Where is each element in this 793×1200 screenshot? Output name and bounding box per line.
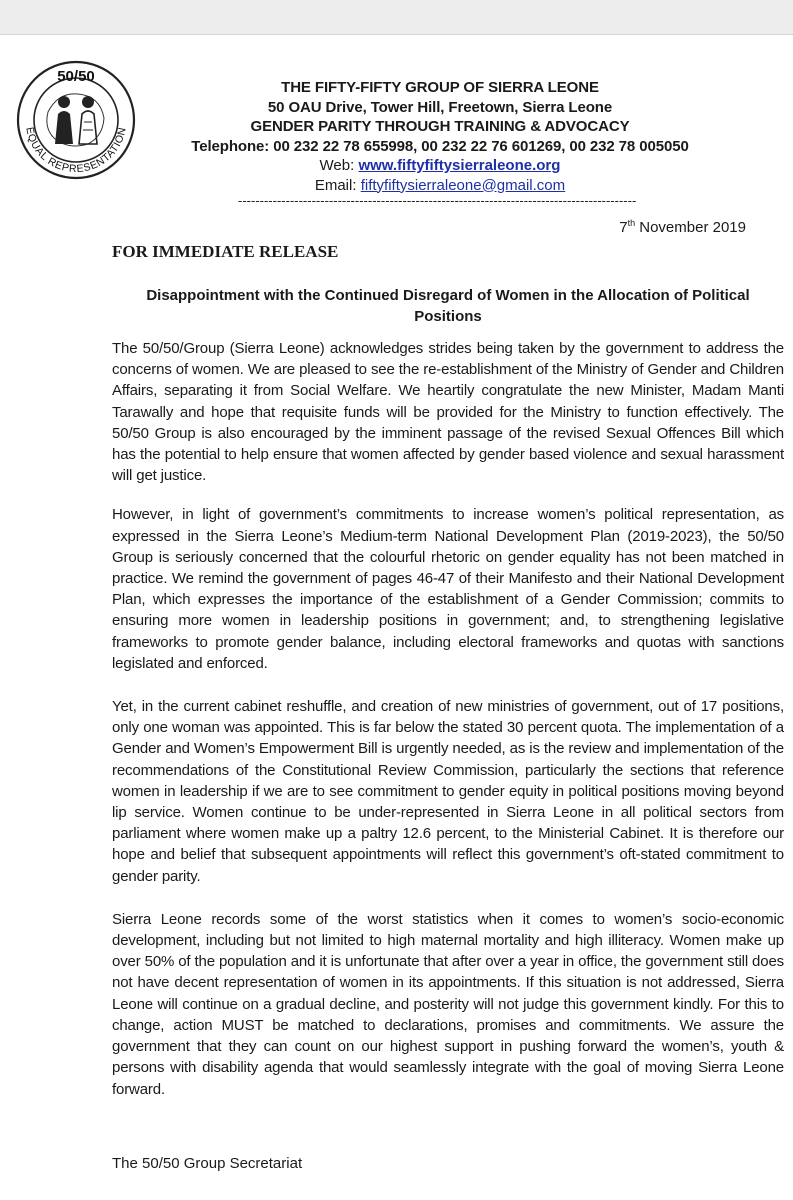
letterhead <box>180 78 700 195</box>
org-address: 50 OAU Drive, Tower Hill, Freetown, Sierra Leone <box>267 98 613 116</box>
release-date <box>619 219 746 236</box>
header-separator: -------------------------------------------------------------------------------------------- <box>238 193 637 208</box>
date-day: 7 <box>619 219 628 236</box>
org-web <box>180 156 700 176</box>
signature: The 50/50 Group Secretariat <box>112 1155 303 1172</box>
paragraph-2: However, in light of government’s commitments to increase women’s political representation, as expressed in the Sierra Leone’s Medium-term National Development Plan (2019-2023), the 50/50 Group is seriously concerned that the colourful rhetoric on gender equality has not been matched in practice. We remind the government of pages 46-47 of their Manifesto and their National Development Plan, which expresses the importance of the establishment of a Gender Commission; commits to ensuring more women in leadership positions in government; and, to strengthening legislative frameworks to promote gender balance, including electoral frameworks and quotas with sanctions legislated and enforced. <box>112 506 784 672</box>
org-telephone: Telephone: 00 232 22 78 655998, 00 232 22 76 601269, 00 232 78 005050 <box>191 137 689 155</box>
body-text <box>112 338 784 1118</box>
release-label: FOR IMMEDIATE RELEASE <box>112 242 339 261</box>
headline: Disappointment with the Continued Disregard of Women in the Allocation of Political Positions <box>146 287 750 325</box>
paragraph-3: Yet, in the current cabinet reshuffle, and creation of new ministries of government, out of 17 positions, only one woman was appointed. This is far below the stated 30 percent quota. The implementation of a Gender and Women’s Empowerment Bill is urgently needed, as is the review and implementation of the recommendations of the Constitutional Review Commission, particularly the sections that reference women in leadership if we are to see commitment to gender equity in political positions moving beyond lip service. Women continue to be under-represented in Sierra Leone in all political sectors from parliament where women make up a paltry 12.6 percent, to the Ministerial Cabinet. It is therefore our hope and belief that subsequent appointments will reflect this government’s oft-stated commitment to gender parity. <box>112 698 784 885</box>
date-suffix: th <box>627 218 636 228</box>
org-name: THE FIFTY-FIFTY GROUP OF SIERRA LEONE <box>281 79 599 96</box>
fifty-fifty-logo <box>8 52 143 187</box>
top-bar <box>0 0 793 35</box>
org-tagline: GENDER PARITY THROUGH TRAINING & ADVOCACY <box>250 118 630 135</box>
svg-text:EQUAL REPRESENTATION <box>23 126 128 175</box>
logo-number: 50/50 <box>57 68 95 85</box>
email-link[interactable]: fiftyfiftysierraleone@gmail.com <box>360 176 566 194</box>
paragraph-4: Sierra Leone records some of the worst statistics when it comes to women’s socio-economic development, including but not limited to high maternal mortality and high illiteracy. Women make up over 50% of the population and it is unfortunate that after over a year in office, the government still does not have decent representation of women in its appointments. If this situation is not addressed, Sierra Leone will continue on a gradual decline, and posterity will not judge this government kindly. For this to change, action MUST be matched to declarations, promises and commitments. We assure the government that they can count on our highest support in pushing forward the women’s, youth & persons with disability agenda that would seamlessly integrate with the goal of moving Sierra Leone forward. <box>112 910 784 1098</box>
email-label: Email: <box>314 176 361 194</box>
paragraph-1: The 50/50/Group (Sierra Leone) acknowledges strides being taken by the government to address the concerns of women. We are pleased to see the re-establishment of the Ministry of Gender and Children Affairs, separating it from Social Welfare. We heartily congratulate the new Minister, Madam Manti Tarawally and hope that requisite funds will be provided for the Ministry to function effectively. The 50/50 Group is also encouraged by the imminent passage of the revised Sexual Offences Bill which has the potential to help ensure that women affected by gender based violence and sexual harassment will get justice. <box>112 340 784 485</box>
web-label: Web: <box>319 157 359 174</box>
date-rest: November 2019 <box>635 219 746 236</box>
website-link[interactable]: www.fiftyfiftysierraleone.org <box>358 157 561 174</box>
logo-ring-text: EQUAL REPRESENTATION <box>23 126 129 176</box>
